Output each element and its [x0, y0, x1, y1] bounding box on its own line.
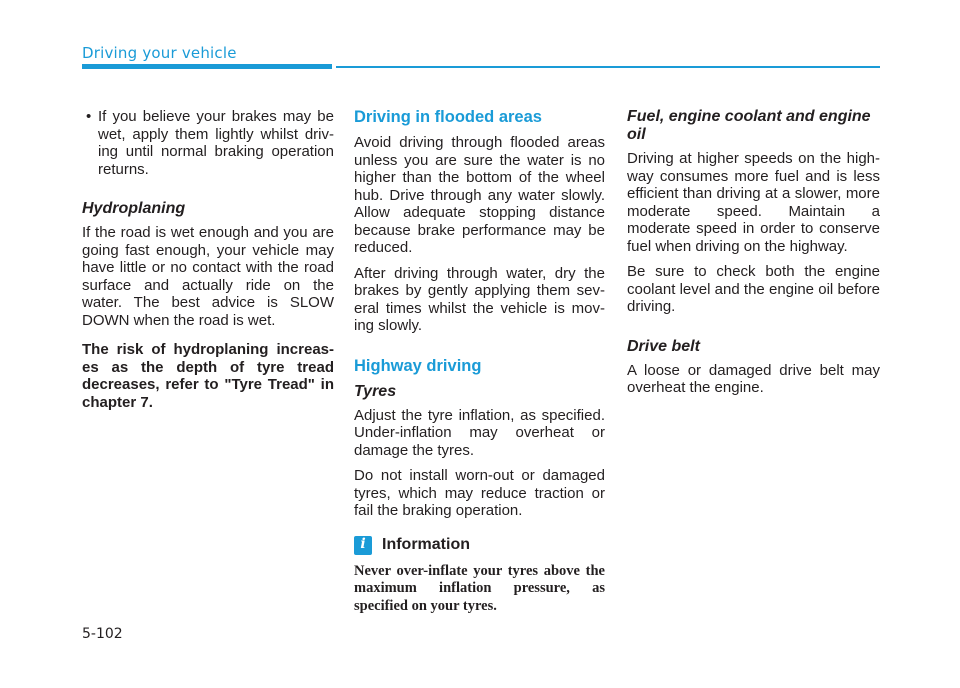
- hydroplaning-heading: Hydroplaning: [82, 200, 186, 217]
- column-2: [354, 108, 605, 615]
- bullet-icon: •: [86, 108, 92, 125]
- info-icon: i: [354, 536, 372, 555]
- information-text: Never over-inflate your tyres above the maximum inflation pressure, as specified on your tyres.: [354, 562, 605, 614]
- flooded-paragraph-2: After driving through water, dry the brakes by gently applying them sev-eral times whilst the vehicle is mov-ing slowly.: [354, 264, 605, 334]
- highway-driving-heading: Highway driving: [354, 356, 482, 375]
- column-1: [82, 108, 334, 419]
- fuel-paragraph-1: Driving at higher speeds on the high-way consumes more fuel and is less efficient than driving at a slower, more moderate speed. Maintain a moderate speed in order to conserve fuel when driving on the highway.: [627, 150, 880, 255]
- column-3: [627, 108, 880, 405]
- tyres-paragraph-2: Do not install worn-out or damaged tyres, which may reduce traction or fail the braking operation.: [354, 467, 605, 519]
- hydroplaning-note: The risk of hydroplaning increas-es as the depth of tyre tread decreases, refer to "Tyre Tread" in chapter 7.: [82, 341, 334, 411]
- information-box-header: [354, 536, 605, 555]
- section-header-title: Driving your vehicle: [82, 44, 237, 62]
- flooded-areas-heading: Driving in flooded areas: [354, 108, 542, 126]
- hydroplaning-paragraph: If the road is wet enough and you are going fast enough, your vehicle may have little or no contact with the road surface and actually ride on the water. The best advice is SLOW DOWN when the road is wet.: [82, 224, 334, 329]
- tyres-paragraph-1: Adjust the tyre inflation, as specified. Under-inflation may overheat or damage the tyres.: [354, 406, 605, 459]
- drive-belt-paragraph: A loose or damaged drive belt may overheat the engine.: [627, 361, 880, 396]
- list-item: [82, 108, 334, 178]
- information-title: Information: [382, 536, 470, 554]
- bullet-text: If you believe your brakes may be wet, apply them lightly whilst driv-ing until normal braking operation returns.: [98, 108, 334, 178]
- drive-belt-heading: Drive belt: [627, 337, 700, 355]
- flooded-paragraph-1: Avoid driving through flooded areas unless you are sure the water is no higher than the bottom of the wheel hub. Drive through any water slowly. Allow adequate stopping distance because brake performance may be reduced.: [354, 134, 605, 256]
- fuel-paragraph-2: Be sure to check both the engine coolant level and the engine oil before driving.: [627, 263, 880, 315]
- header-rule-thick: [82, 64, 332, 69]
- tyres-heading: Tyres: [354, 382, 397, 400]
- page-number: 5-102: [82, 626, 123, 642]
- fuel-coolant-oil-heading: Fuel, engine coolant and engine oil: [627, 108, 871, 143]
- header-rule-thin: [336, 66, 880, 68]
